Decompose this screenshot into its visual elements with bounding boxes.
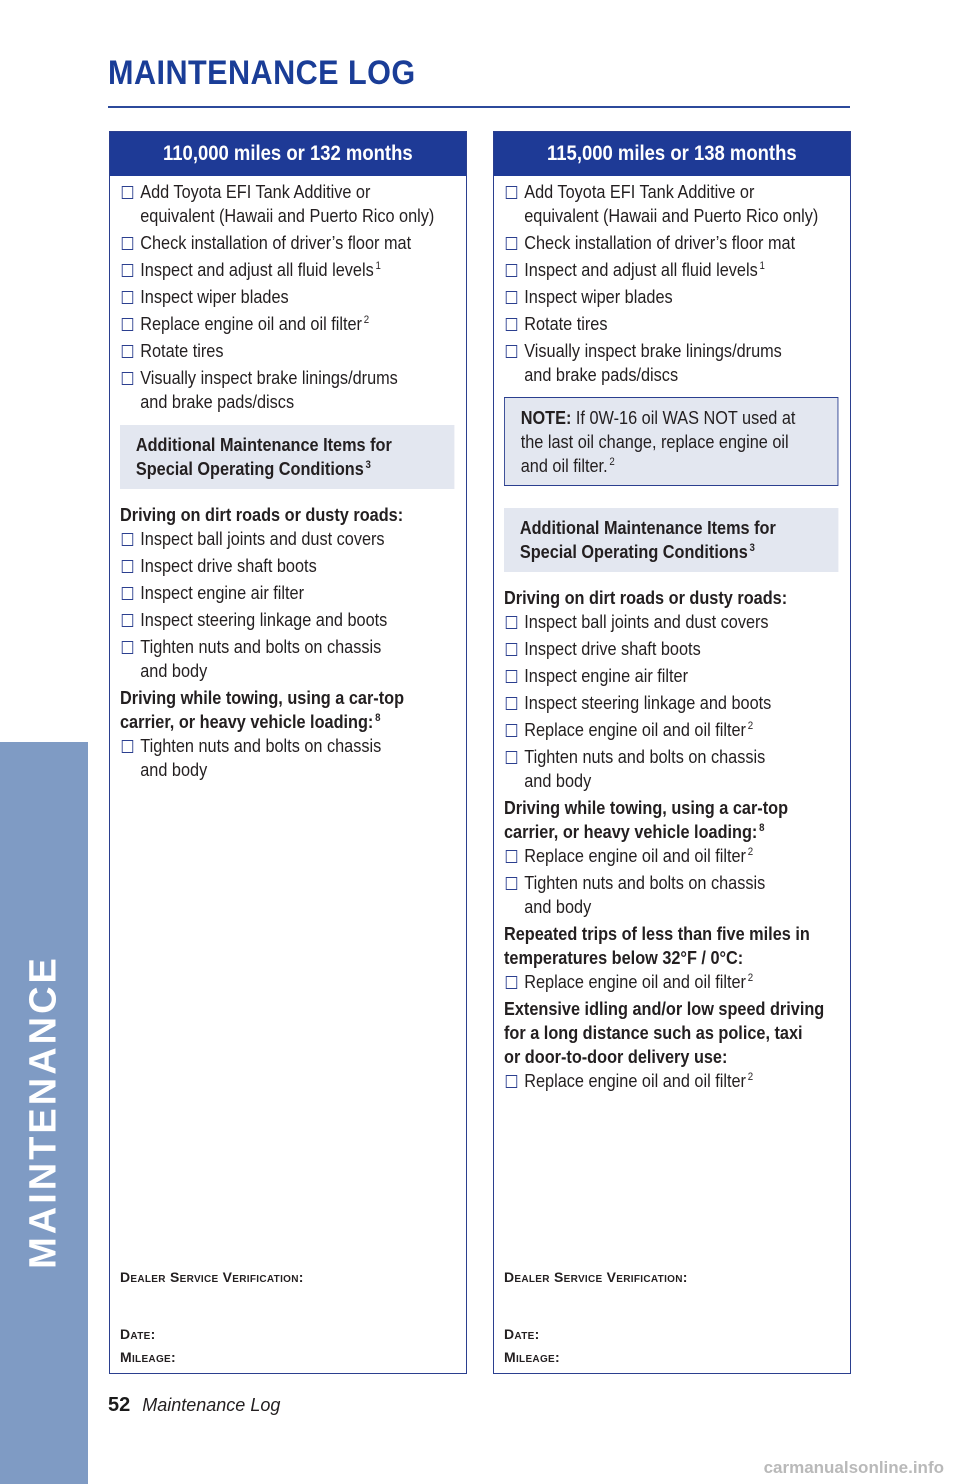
checkbox[interactable] [122, 291, 133, 304]
checklist-item: Check installation of driver’s floor mat [120, 231, 454, 255]
checkbox[interactable] [506, 186, 517, 199]
panel-header: 110,000 miles or 132 months [110, 132, 466, 176]
date-label: Date: [120, 1326, 156, 1342]
mileage-label: Mileage: [504, 1349, 560, 1365]
checkbox[interactable] [506, 237, 517, 250]
checklist-item: Replace engine oil and oil filter $^2$ [504, 1069, 838, 1093]
checkbox[interactable] [506, 643, 517, 656]
checkbox[interactable] [506, 1075, 517, 1088]
checklist-item: Tighten nuts and bolts on chassis and body [504, 745, 838, 793]
additional-items-box: Additional Maintenance Items for Special Operating Conditions $^3$ [504, 508, 838, 572]
panel-110000-miles [109, 131, 467, 1374]
checklist-item: Inspect wiper blades [504, 285, 838, 309]
checkbox[interactable] [122, 533, 133, 546]
section-heading: Driving on dirt roads or dusty roads: [120, 504, 404, 525]
title-divider [108, 106, 850, 108]
checkbox[interactable] [506, 976, 517, 989]
section-heading: Driving while towing, using a car-top carrier, or heavy vehicle loading: $^8$ [504, 797, 789, 842]
checkbox[interactable] [506, 724, 517, 737]
checkbox[interactable] [506, 318, 517, 331]
checklist-item: Inspect drive shaft boots [120, 554, 454, 578]
checklist-item: Tighten nuts and bolts on chassis and body [504, 871, 838, 919]
checkbox[interactable] [506, 291, 517, 304]
checklist-item: Inspect engine air filter [120, 581, 454, 605]
checklist-item: Inspect wiper blades [120, 285, 454, 309]
checklist-item: Tighten nuts and bolts on chassis and body [120, 635, 454, 683]
panel-header: 115,000 miles or 138 months [494, 132, 850, 176]
checklist-item: Inspect and adjust all fluid levels $^1$ [120, 258, 454, 282]
footer-label: Maintenance Log [142, 1395, 281, 1415]
checklist-item: Inspect ball joints and dust covers [120, 527, 454, 551]
checkbox[interactable] [506, 670, 517, 683]
checklist-item: Replace engine oil and oil filter $^2$ [504, 844, 838, 868]
checkbox[interactable] [506, 850, 517, 863]
mileage-label: Mileage: [120, 1349, 176, 1365]
checkbox[interactable] [122, 372, 133, 385]
checkbox[interactable] [506, 697, 517, 710]
checklist-item: Replace engine oil and oil filter $^2$ [120, 312, 454, 336]
checkbox[interactable] [122, 614, 133, 627]
checklist-item: Add Toyota EFI Tank Additive or equivalent (Hawaii and Puerto Rico only) [504, 180, 838, 228]
checklist-item: Rotate tires [120, 339, 454, 363]
checkbox[interactable] [122, 740, 133, 753]
checklist-item: Inspect drive shaft boots [504, 637, 838, 661]
page-number: 52 [108, 1394, 131, 1416]
checklist-item: Inspect engine air filter [504, 664, 838, 688]
checkbox[interactable] [506, 345, 517, 358]
checkbox[interactable] [122, 264, 133, 277]
checklist-item: Rotate tires [504, 312, 838, 336]
additional-items-box: Additional Maintenance Items for Special Operating Conditions $^3$ [120, 425, 454, 489]
watermark: carmanualsonline.info [763, 1458, 944, 1477]
checklist-item: Visually inspect brake linings/drums and brake pads/discs [120, 366, 454, 414]
checklist-item: Inspect ball joints and dust covers [504, 610, 838, 634]
dealer-verification-label: Dealer Service Verification: [120, 1269, 304, 1285]
checkbox[interactable] [122, 560, 133, 573]
note-box: NOTE: If 0W-16 oil WAS NOT used at the last oil change, replace engine oil and oil filter. $^2$ [504, 397, 838, 486]
section-heading: Driving on dirt roads or dusty roads: [504, 587, 788, 608]
checkbox[interactable] [122, 641, 133, 654]
checkbox[interactable] [122, 318, 133, 331]
checkbox[interactable] [122, 345, 133, 358]
checklist-item: Replace engine oil and oil filter $^2$ [504, 718, 838, 742]
checkbox[interactable] [122, 587, 133, 600]
checkbox[interactable] [122, 237, 133, 250]
checklist-item: Tighten nuts and bolts on chassis and body [120, 734, 454, 782]
dealer-verification-label: Dealer Service Verification: [504, 1269, 688, 1285]
checkbox[interactable] [122, 186, 133, 199]
checklist-item: Replace engine oil and oil filter $^2$ [504, 970, 838, 994]
checklist-item: Check installation of driver’s floor mat [504, 231, 838, 255]
checklist-item: Inspect steering linkage and boots [504, 691, 838, 715]
checklist-item: Inspect steering linkage and boots [120, 608, 454, 632]
checkbox[interactable] [506, 751, 517, 764]
section-heading: Repeated trips of less than five miles in temperatures below 32°F / 0°C: [504, 923, 810, 968]
page-footer [108, 1394, 280, 1417]
side-tab-label: MAINTENANCE [22, 955, 65, 1269]
checklist-item: Visually inspect brake linings/drums and brake pads/discs [504, 339, 838, 387]
panel-115000-miles [493, 131, 851, 1374]
date-label: Date: [504, 1326, 540, 1342]
section-heading: Extensive idling and/or low speed driving for a long distance such as police, taxi or door-to-door delivery use: [504, 998, 825, 1067]
checkbox[interactable] [506, 877, 517, 890]
checklist-item: Add Toyota EFI Tank Additive or equivalent (Hawaii and Puerto Rico only) [120, 180, 454, 228]
section-heading: Driving while towing, using a car-top carrier, or heavy vehicle loading: $^8$ [120, 687, 405, 732]
checklist-item: Inspect and adjust all fluid levels $^1$ [504, 258, 838, 282]
checkbox[interactable] [506, 616, 517, 629]
checkbox[interactable] [506, 264, 517, 277]
page-title: MAINTENANCE LOG [108, 54, 416, 92]
note-label: NOTE: [520, 407, 572, 428]
